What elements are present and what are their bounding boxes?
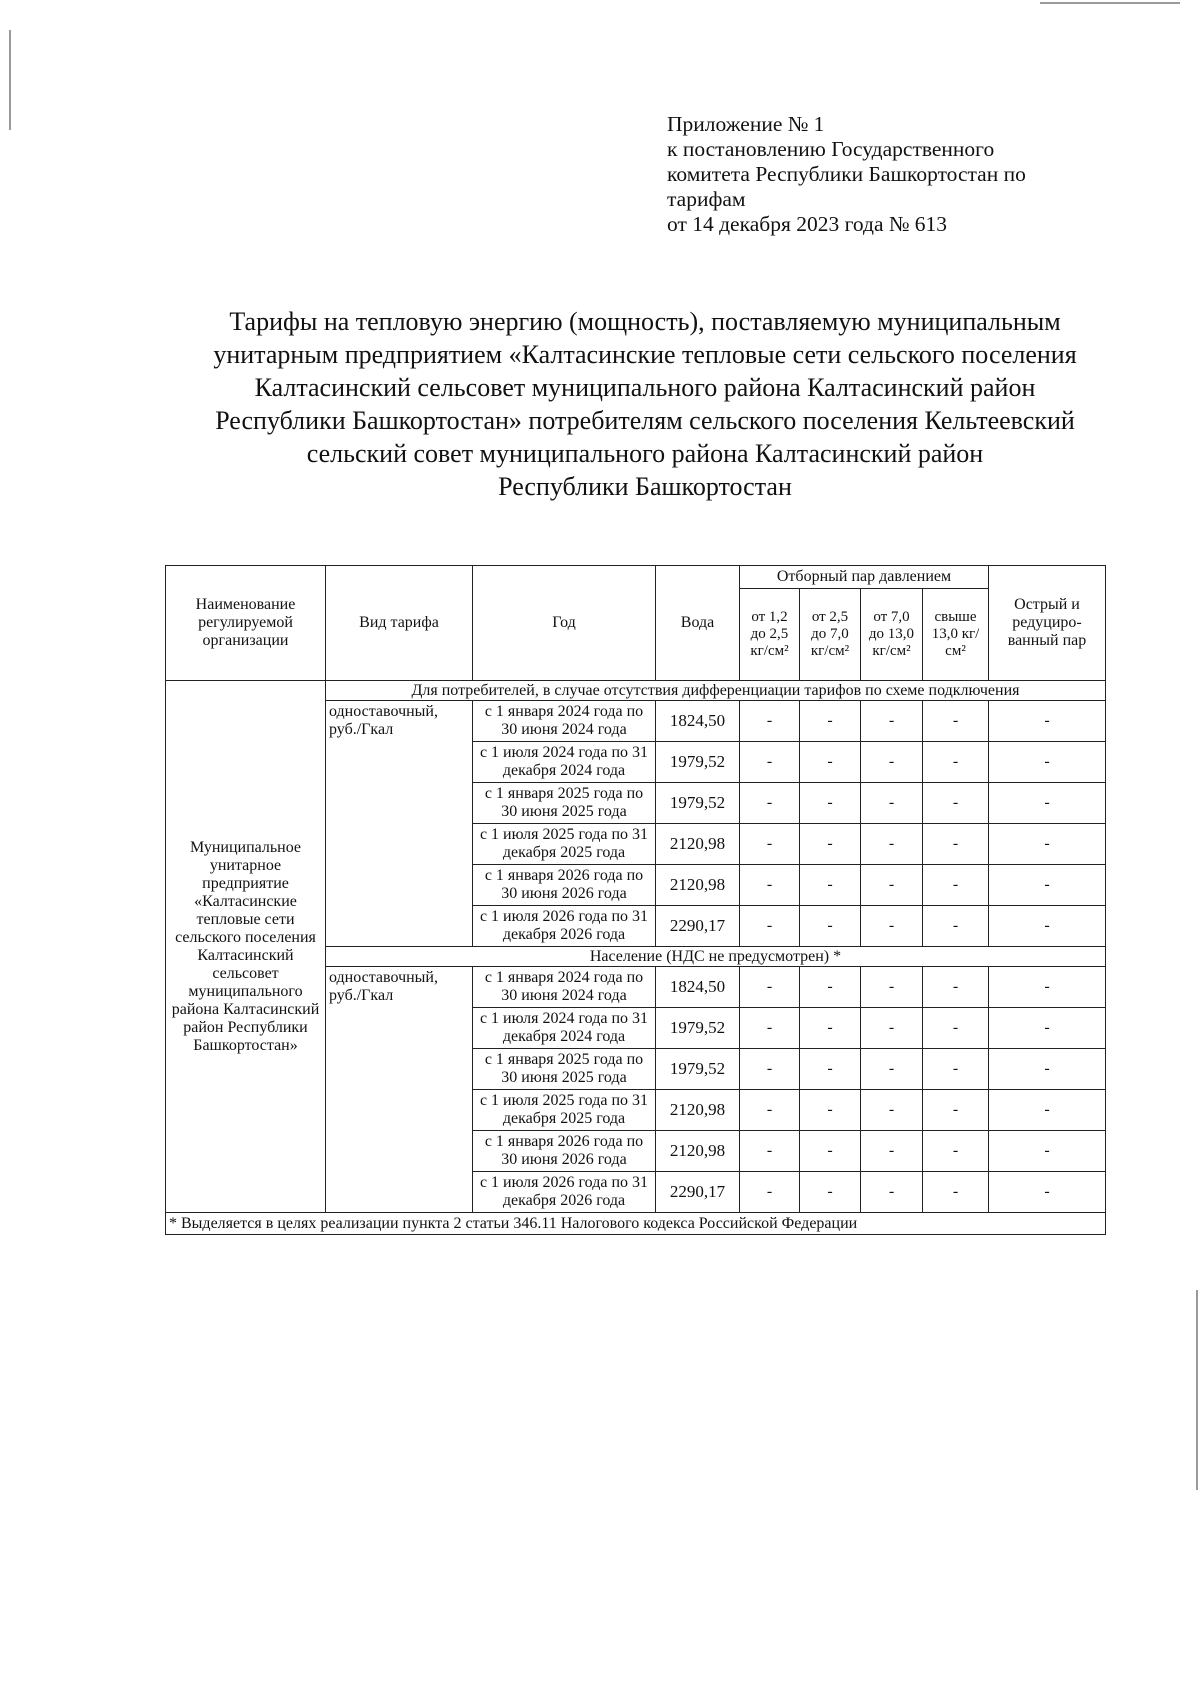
period-cell: с 1 января 2026 года по 30 июня 2026 года: [473, 865, 656, 906]
period-cell: с 1 января 2025 года по 30 июня 2025 года: [473, 1049, 656, 1090]
steam-tariff-cell: -: [740, 701, 800, 742]
acute-steam-cell: -: [989, 865, 1106, 906]
steam-tariff-cell: -: [740, 1008, 800, 1049]
steam-tariff-cell: -: [923, 1131, 989, 1172]
steam-tariff-cell: -: [923, 742, 989, 783]
section-title: Для потребителей, в случае отсутствия дифференциации тарифов по схеме подключения: [326, 681, 1106, 701]
footnote: * Выделяется в целях реализации пункта 2 статьи 346.11 Налогового кодекса Российской Федерации: [166, 1213, 1106, 1235]
period-cell: с 1 июля 2024 года по 31 декабря 2024 года: [473, 1008, 656, 1049]
period-cell: с 1 июля 2025 года по 31 декабря 2025 года: [473, 824, 656, 865]
header-steam-3: от 7,0 до 13,0 кг/см²: [861, 589, 923, 681]
steam-tariff-cell: -: [923, 783, 989, 824]
steam-tariff-cell: -: [740, 865, 800, 906]
acute-steam-cell: -: [989, 1008, 1106, 1049]
steam-tariff-cell: -: [740, 783, 800, 824]
acute-steam-cell: -: [989, 824, 1106, 865]
scan-mark-left: [9, 30, 11, 130]
water-tariff-cell: 1979,52: [656, 783, 740, 824]
tariff-table: [165, 565, 1106, 1235]
document-title: [160, 305, 1130, 503]
period-cell: с 1 января 2025 года по 30 июня 2025 года: [473, 783, 656, 824]
water-tariff-cell: 1979,52: [656, 742, 740, 783]
water-tariff-cell: 2120,98: [656, 1131, 740, 1172]
steam-tariff-cell: -: [800, 906, 861, 947]
steam-tariff-cell: -: [740, 824, 800, 865]
steam-tariff-cell: -: [800, 1172, 861, 1213]
title-line: Калтасинский сельсовет муниципального района Калтасинский район: [254, 373, 1036, 402]
title-line: Республики Башкортостан» потребителям сельского поселения Кельтеевский: [215, 406, 1075, 435]
steam-tariff-cell: -: [923, 824, 989, 865]
title-line: Республики Башкортостан: [498, 472, 792, 501]
steam-tariff-cell: -: [861, 824, 923, 865]
tariff-type-cell: одноставочный, руб./Гкал: [326, 701, 473, 947]
header-year: Год: [473, 566, 656, 681]
steam-tariff-cell: -: [800, 742, 861, 783]
table-body: [166, 681, 1106, 1235]
water-tariff-cell: 2290,17: [656, 1172, 740, 1213]
steam-tariff-cell: -: [740, 742, 800, 783]
header-steam-4: свыше 13,0 кг/см²: [923, 589, 989, 681]
steam-tariff-cell: -: [923, 1090, 989, 1131]
water-tariff-cell: 1979,52: [656, 1049, 740, 1090]
period-cell: с 1 января 2024 года по 30 июня 2024 года: [473, 701, 656, 742]
steam-tariff-cell: -: [800, 824, 861, 865]
period-cell: с 1 июля 2025 года по 31 декабря 2025 года: [473, 1090, 656, 1131]
section-title: Население (НДС не предусмотрен) *: [326, 947, 1106, 967]
steam-tariff-cell: -: [740, 967, 800, 1008]
scan-mark-top: [1040, 2, 1180, 4]
footnote-row: [166, 1213, 1106, 1235]
steam-tariff-cell: -: [800, 783, 861, 824]
steam-tariff-cell: -: [923, 701, 989, 742]
period-cell: с 1 января 2024 года по 30 июня 2024 года: [473, 967, 656, 1008]
water-tariff-cell: 2120,98: [656, 865, 740, 906]
steam-tariff-cell: -: [923, 967, 989, 1008]
header-tariff-type: Вид тарифа: [326, 566, 473, 681]
water-tariff-cell: 1824,50: [656, 701, 740, 742]
steam-tariff-cell: -: [923, 865, 989, 906]
water-tariff-cell: 1824,50: [656, 967, 740, 1008]
steam-tariff-cell: -: [861, 865, 923, 906]
header-acute-steam: Острый и редуциро-ванный пар: [989, 566, 1106, 681]
acute-steam-cell: -: [989, 783, 1106, 824]
header-steam-2: от 2,5 до 7,0 кг/см²: [800, 589, 861, 681]
steam-tariff-cell: -: [800, 1049, 861, 1090]
steam-tariff-cell: -: [740, 1049, 800, 1090]
steam-tariff-cell: -: [861, 967, 923, 1008]
water-tariff-cell: 2120,98: [656, 1090, 740, 1131]
annex-line: тарифам: [667, 187, 746, 211]
steam-tariff-cell: -: [800, 967, 861, 1008]
acute-steam-cell: -: [989, 967, 1106, 1008]
acute-steam-cell: -: [989, 1131, 1106, 1172]
steam-tariff-cell: -: [861, 1131, 923, 1172]
acute-steam-cell: -: [989, 1049, 1106, 1090]
scan-mark-right: [1196, 1290, 1198, 1490]
steam-tariff-cell: -: [861, 783, 923, 824]
steam-tariff-cell: -: [800, 701, 861, 742]
acute-steam-cell: -: [989, 1172, 1106, 1213]
header-steam-1: от 1,2 до 2,5 кг/см²: [740, 589, 800, 681]
steam-tariff-cell: -: [861, 742, 923, 783]
annex-line: от 14 декабря 2023 года № 613: [667, 212, 947, 236]
steam-tariff-cell: -: [861, 1008, 923, 1049]
acute-steam-cell: -: [989, 701, 1106, 742]
annex-line: комитета Республики Башкортостан по: [667, 162, 1026, 186]
header-steam-group: Отборный пар давлением: [740, 566, 989, 589]
steam-tariff-cell: -: [740, 1090, 800, 1131]
period-cell: с 1 июля 2026 года по 31 декабря 2026 года: [473, 1172, 656, 1213]
title-line: сельский совет муниципального района Калтасинский район: [306, 439, 984, 468]
period-cell: с 1 июля 2026 года по 31 декабря 2026 года: [473, 906, 656, 947]
steam-tariff-cell: -: [923, 906, 989, 947]
period-cell: с 1 июля 2024 года по 31 декабря 2024 года: [473, 742, 656, 783]
acute-steam-cell: -: [989, 742, 1106, 783]
steam-tariff-cell: -: [861, 906, 923, 947]
water-tariff-cell: 1979,52: [656, 1008, 740, 1049]
annex-line: к постановлению Государственного: [667, 137, 995, 161]
period-cell: с 1 января 2026 года по 30 июня 2026 года: [473, 1131, 656, 1172]
steam-tariff-cell: -: [740, 1172, 800, 1213]
header-water: Вода: [656, 566, 740, 681]
annex-header: [667, 112, 1087, 237]
tariff-type-cell: одноставочный, руб./Гкал: [326, 967, 473, 1213]
steam-tariff-cell: -: [740, 1131, 800, 1172]
steam-tariff-cell: -: [861, 1172, 923, 1213]
annex-line: Приложение № 1: [667, 112, 825, 136]
header-org: Наименование регулируемой организации: [166, 566, 326, 681]
section-row: [166, 681, 1106, 701]
steam-tariff-cell: -: [923, 1049, 989, 1090]
steam-tariff-cell: -: [861, 701, 923, 742]
steam-tariff-cell: -: [800, 1008, 861, 1049]
acute-steam-cell: -: [989, 906, 1106, 947]
steam-tariff-cell: -: [923, 1008, 989, 1049]
org-name: Муниципальное унитарное предприятие «Калтасинские тепловые сети сельского поселения Калтасинский сельсовет муниципального района Калтасинский район Республики Башкортостан»: [166, 681, 326, 1213]
steam-tariff-cell: -: [800, 1131, 861, 1172]
steam-tariff-cell: -: [861, 1049, 923, 1090]
water-tariff-cell: 2120,98: [656, 824, 740, 865]
steam-tariff-cell: -: [861, 1090, 923, 1131]
steam-tariff-cell: -: [800, 1090, 861, 1131]
steam-tariff-cell: -: [740, 906, 800, 947]
steam-tariff-cell: -: [800, 865, 861, 906]
water-tariff-cell: 2290,17: [656, 906, 740, 947]
title-line: унитарным предприятием «Калтасинские тепловые сети сельского поселения: [213, 340, 1077, 369]
acute-steam-cell: -: [989, 1090, 1106, 1131]
title-line: Тарифы на тепловую энергию (мощность), поставляемую муниципальным: [229, 307, 1061, 336]
steam-tariff-cell: -: [923, 1172, 989, 1213]
